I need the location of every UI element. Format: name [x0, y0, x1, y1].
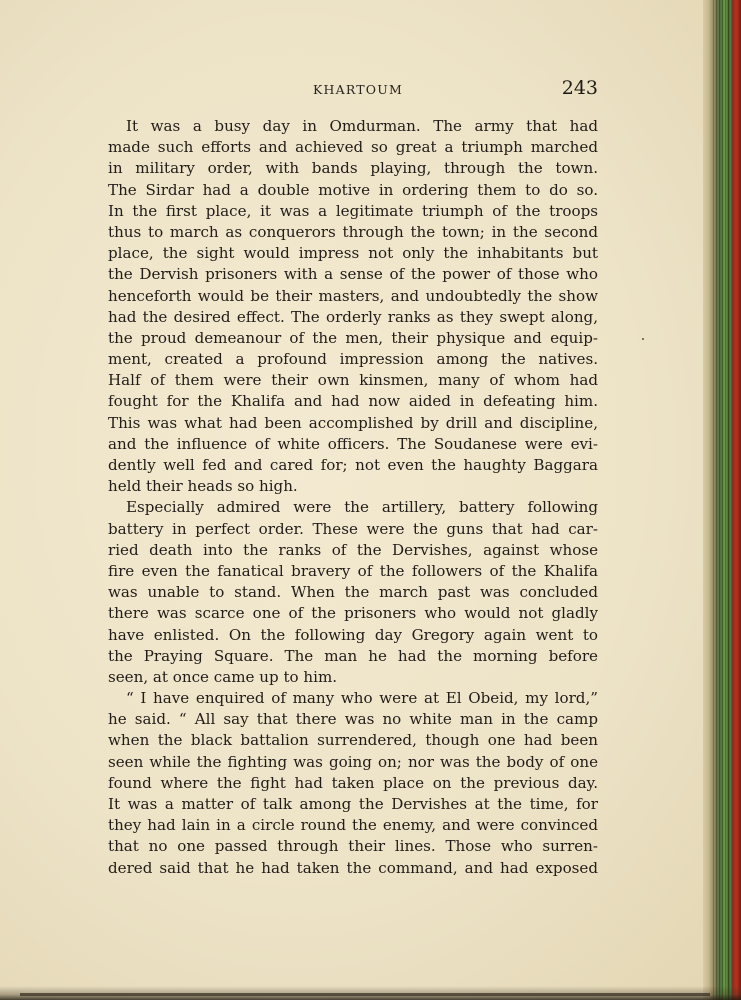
- text-line: ried death into the ranks of the Dervishes, against whose: [108, 540, 598, 559]
- text-line: dered said that he had taken the command, and had exposed: [108, 858, 598, 877]
- text-line: The Sirdar had a double motive in ordering them to do so.: [108, 180, 598, 199]
- text-line: henceforth would be their masters, and undoubtedly the show: [108, 286, 598, 305]
- text-line: place, the sight would impress not only the inhabitants but: [108, 244, 598, 263]
- text-line: the Dervish prisoners with a sense of the power of those who: [108, 265, 598, 284]
- book-cover-edge: [732, 0, 741, 1000]
- text-line: had the desired effect. The orderly ranks as they swept along,: [108, 307, 598, 326]
- text-line: Half of them were their own kinsmen, many of whom had: [108, 371, 598, 390]
- page-number: 243: [561, 77, 598, 99]
- text-line: that no one passed through their lines. Those who surren-: [108, 837, 598, 856]
- body-text: [108, 116, 598, 879]
- text-line: have enlisted. On the following day Gregory again went to: [108, 625, 598, 644]
- text-line: fought for the Khalifa and had now aided in defeating him.: [108, 392, 598, 411]
- text-line: In the first place, it was a legitimate triumph of the troops: [108, 201, 598, 220]
- text-line: was unable to stand. When the march past was concluded: [108, 583, 598, 602]
- text-line: he said. “ All say that there was no white man in the camp: [108, 710, 598, 729]
- text-line: seen, at once came up to him.: [108, 667, 338, 686]
- text-line: seen while the fighting was going on; nor was the body of one: [108, 752, 598, 771]
- text-line: dently well fed and cared for; not even the haughty Baggara: [108, 456, 598, 474]
- text-line: held their heads so high.: [108, 477, 298, 496]
- bottom-edge: [20, 993, 710, 996]
- text-line: found where the fight had taken place on the previous day.: [108, 773, 598, 792]
- text-line: the Praying Square. The man he had the morning before: [108, 646, 598, 665]
- text-line: ment, created a profound impression among the natives.: [108, 350, 598, 369]
- text-line: It was a matter of talk among the Dervishes at the time, for: [108, 795, 598, 813]
- text-line: thus to march as conquerors through the town; in the second: [108, 222, 598, 241]
- text-line: there was scarce one of the prisoners who would not gladly: [108, 604, 598, 623]
- text-line: made such efforts and achieved so great a triumph marched: [108, 138, 598, 157]
- ink-speck: [642, 338, 644, 340]
- text-line: and the influence of white officers. The Soudanese were evi-: [108, 434, 598, 453]
- text-line: Especially admired were the artillery, battery following: [126, 498, 598, 517]
- text-line: “ I have enquired of many who were at El Obeid, my lord,”: [126, 689, 598, 708]
- running-head: KHARTOUM: [313, 82, 403, 97]
- text-line: the proud demeanour of the men, their physique and equip-: [108, 328, 598, 347]
- page-header: [108, 77, 598, 101]
- text-line: battery in perfect order. These were the guns that had car-: [108, 519, 598, 538]
- text-line: in military order, with bands playing, through the town.: [108, 159, 598, 178]
- text-line: when the black battalion surrendered, though one had been: [108, 731, 598, 750]
- text-line: It was a busy day in Omdurman. The army that had: [126, 117, 598, 135]
- text-line: fire even the fanatical bravery of the followers of the Khalifa: [108, 561, 598, 580]
- text-line: they had lain in a circle round the enemy, and were convinced: [108, 816, 598, 835]
- text-line: This was what had been accomplished by drill and discipline,: [108, 413, 598, 432]
